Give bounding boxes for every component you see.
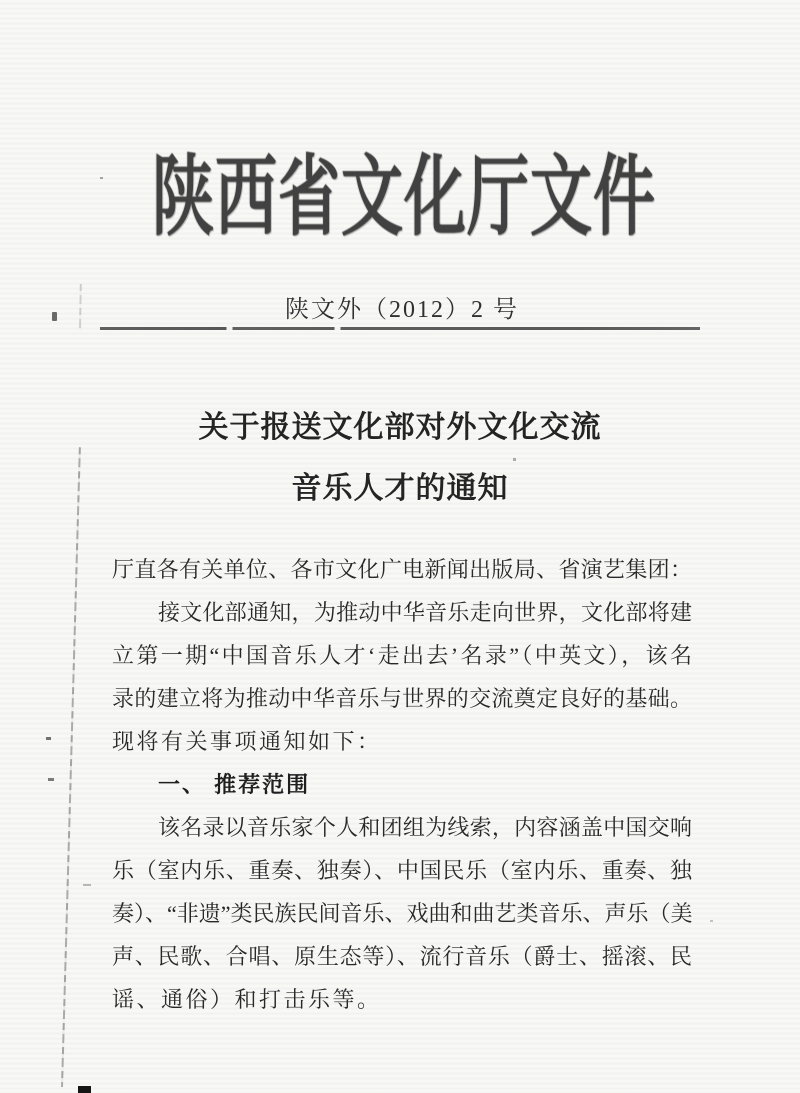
header-divider-rule bbox=[100, 327, 700, 330]
body-line: 录的建立将为推动中华音乐与世界的交流奠定良好的基础。 bbox=[112, 686, 692, 711]
document-body bbox=[112, 548, 692, 1021]
document-number: 陕文外（2012）2 号 bbox=[285, 297, 519, 323]
subject-title-line-2: 音乐人才的通知 bbox=[291, 472, 509, 505]
scan-speck-artifact bbox=[710, 920, 713, 922]
body-line: 声、民歌、合唱、原生态等）、流行音乐（爵士、摇滚、民 bbox=[112, 944, 692, 969]
scan-speck-artifact bbox=[83, 884, 91, 886]
scan-fold-line-artifact bbox=[61, 447, 80, 1087]
body-line: 立第一期“中国音乐人才‘走出去’名录”（中英文），该名 bbox=[112, 643, 692, 668]
agency-masthead-title: 陕西省文化厅文件 bbox=[151, 150, 656, 247]
subject-title bbox=[0, 397, 800, 519]
body-line: 接文化部通知，为推动中华音乐走向世界，文化部将建 bbox=[158, 600, 692, 625]
body-line: 乐（室内乐、重奏、独奏）、中国民乐（室内乐、重奏、独 bbox=[112, 858, 692, 883]
scan-corner-mark-artifact bbox=[78, 1086, 91, 1093]
body-line: 现将有关事项通知如下： bbox=[112, 729, 382, 754]
body-line: 奏）、“非遗”类民族民间音乐、戏曲和曲艺类音乐、声乐（美 bbox=[112, 901, 693, 926]
subject-title-line-1: 关于报送文化部对外文化交流 bbox=[198, 411, 602, 444]
body-line: 该名录以音乐家个人和团组为线索，内容涵盖中国交响 bbox=[158, 815, 692, 840]
scan-speck-artifact bbox=[46, 737, 51, 740]
section-1-heading: 一、 推荐范围 bbox=[158, 772, 311, 797]
salutation-line: 厅直各有关单位、各市文化广电新闻出版局、省演艺集团： bbox=[112, 557, 692, 582]
body-line: 谣、通俗）和打击乐等。 bbox=[112, 987, 382, 1012]
scan-speck-artifact bbox=[48, 778, 54, 781]
